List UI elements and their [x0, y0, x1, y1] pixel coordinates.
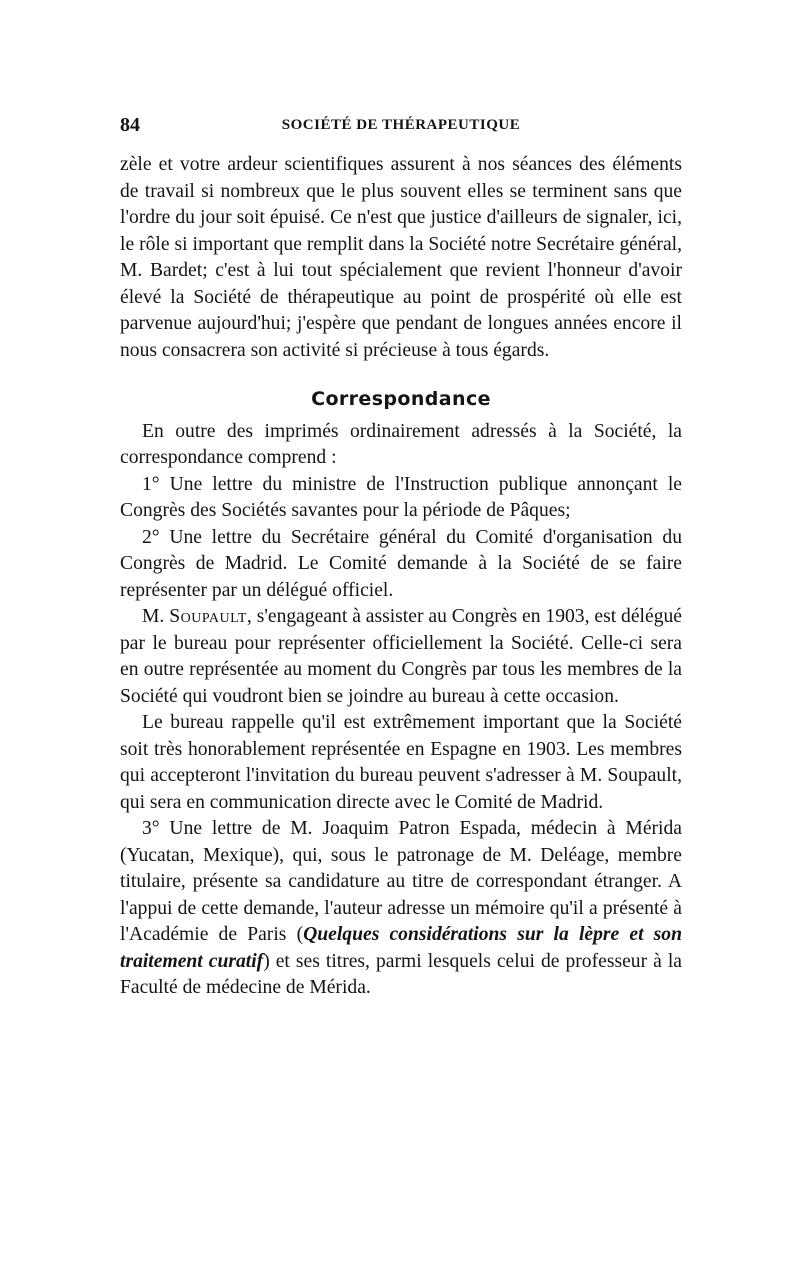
- section-heading: Correspondance: [311, 388, 491, 410]
- item3-text-after: ) et ses titres, parmi lesquels celui de professeur à la Faculté de médecine de Mérida.: [120, 950, 682, 998]
- correspondence-item-1: 1° Une lettre du ministre de l'Instruction publique annonçant le Congrès des Sociétés savantes pour la période de Pâques;: [120, 473, 682, 521]
- page-number: 84: [120, 114, 140, 136]
- bureau-paragraph: Le bureau rappelle qu'il est extrêmement important que la Société soit très honorablement représentée en Espagne en 1903. Les membres qui accepteront l'invitation du bureau peuvent s'adresser à M. Soupault, qui sera en communication directe avec le Comité de Madrid.: [120, 712, 682, 813]
- soupault-prefix: M.: [142, 606, 170, 627]
- soupault-name: Soupault: [169, 606, 247, 627]
- correspondence-lead: En outre des imprimés ordinairement adressés à la Société, la correspondance comprend :: [120, 420, 682, 468]
- item3-text-before: 3° Une lettre de M. Joaquim Patron Espada, médecin à Mérida (Yucatan, Mexique), qui, sous le patronage de M. Deléage, membre titulaire, présente sa candidature au titre de correspondant étranger. A l'appui de cette demande, l'auteur adresse un mémoire qu'il a présenté à l'Académie de Paris (: [120, 818, 682, 945]
- soupault-rest: , s'engageant à assister au Congrès en 1903, est délégué par le bureau pour représenter officiellement la Société. Celle-ci sera en outre représentée au moment du Congrès par tous les membres de la Société qui voudront bien se joindre au bureau à cette occasion.: [120, 606, 682, 707]
- running-title: SOCIÉTÉ DE THÉRAPEUTIQUE: [281, 117, 521, 133]
- correspondence-item-3: [120, 816, 682, 1002]
- page-header: [120, 114, 682, 142]
- intro-paragraph: zèle et votre ardeur scientifiques assurent à nos séances des éléments de travail si nombreux que le plus souvent elles se terminent sans que l'ordre du jour soit épuisé. Ce n'est que justice d'ailleurs de signaler, ici, le rôle si important que remplit dans la Société notre Secrétaire général, M. Bardet; c'est à lui tout spécialement que revient l'honneur d'avoir élevé la Société de thérapeutique au point de prospérité où elle est parvenue aujourd'hui; j'espère que pendant de longues années encore il nous consacrera son activité si précieuse à tous égards.: [120, 154, 682, 361]
- memoir-title: Quelques considérations sur la lèpre et son traitement curatif: [120, 924, 682, 972]
- page-body: [120, 152, 682, 1002]
- correspondence-item-2: 2° Une lettre du Secrétaire général du Comité d'organisation du Congrès de Madrid. Le Comité demande à la Société de se faire représenter par un délégué officiel.: [120, 526, 682, 601]
- soupault-paragraph: [120, 604, 682, 710]
